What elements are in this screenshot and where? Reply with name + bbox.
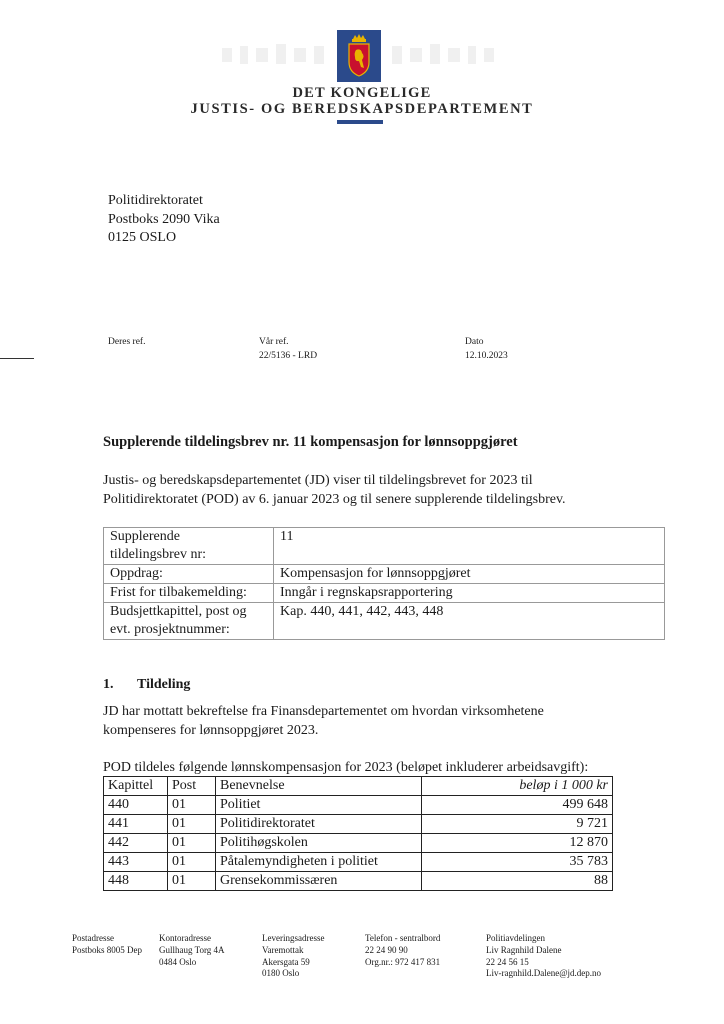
- var-ref-value: 22/5136 - LRD: [259, 350, 318, 361]
- cell-belop: 9 721: [422, 815, 613, 834]
- info-value: 11: [274, 528, 665, 565]
- coat-of-arms-logo: [337, 30, 381, 82]
- cell-benevnelse: Grensekommissæren: [216, 872, 422, 891]
- cell-post: 01: [168, 796, 216, 815]
- cell-belop: 12 870: [422, 834, 613, 853]
- info-value: Kompensasjon for lønnsoppgjøret: [274, 565, 665, 584]
- ministry-name-line1: DET KONGELIGE: [292, 85, 432, 101]
- info-label: Budsjettkapittel, post og evt. prosjektnummer:: [104, 603, 274, 640]
- contact-email: Liv-ragnhild.Dalene@jd.dep.no: [486, 968, 602, 979]
- cell-benevnelse: Politiet: [216, 796, 422, 815]
- table-row: [104, 528, 665, 565]
- cell-post: 01: [168, 853, 216, 872]
- info-label: Frist for tilbakemelding:: [104, 584, 274, 603]
- intro-line: Politidirektoratet (POD) av 6. januar 2023 og til senere supplerende tildelingsbrev.: [103, 492, 566, 507]
- fold-mark: [0, 358, 34, 359]
- section-title: Tildeling: [137, 677, 191, 692]
- letter-title: Supplerende tildelingsbrev nr. 11 kompensasjon for lønnsoppgjøret: [103, 434, 518, 450]
- cell-kapittel: 442: [104, 834, 168, 853]
- cell-kapittel: 448: [104, 872, 168, 891]
- cell-kapittel: 441: [104, 815, 168, 834]
- recipient-line: Postboks 2090 Vika: [108, 211, 220, 227]
- allocation-intro: POD tildeles følgende lønnskompensasjon for 2023 (beløpet inkluderer arbeidsavgift):: [103, 760, 589, 775]
- cell-post: 01: [168, 872, 216, 891]
- paragraph-line: kompenseres for lønnsoppgjøret 2023.: [103, 723, 319, 738]
- table-row: [104, 584, 665, 603]
- cell-benevnelse: Politihøgskolen: [216, 834, 422, 853]
- footer-telefon: Telefon - sentralbord 22 24 90 90 Org.nr.: 972 417 831: [365, 933, 441, 967]
- deres-ref: [108, 336, 145, 350]
- info-value: Kap. 440, 441, 442, 443, 448: [274, 603, 665, 640]
- section-number: 1.: [103, 677, 114, 692]
- paragraph-line: JD har mottatt bekreftelse fra Finansdepartementet om hvordan virksomhetene: [103, 704, 544, 719]
- table-row: [104, 565, 665, 584]
- cell-post: 01: [168, 815, 216, 834]
- table-row: [104, 796, 613, 815]
- table-row: [104, 815, 613, 834]
- cell-belop: 499 648: [422, 796, 613, 815]
- header-decoration-right: [388, 42, 496, 66]
- cell-belop: 35 783: [422, 853, 613, 872]
- info-value: Inngår i regnskapsrapportering: [274, 584, 665, 603]
- footer-avdeling: Politiavdelingen Liv Ragnhild Dalene 22 24 56 15 Liv-ragnhild.Dalene@jd.dep.no: [486, 933, 602, 979]
- section-paragraph: [103, 702, 663, 740]
- footer-kontoradresse: Kontoradresse Gullhaug Torg 4A 0484 Oslo: [159, 933, 225, 967]
- section-heading: [103, 677, 190, 693]
- intro-paragraph: [103, 471, 663, 509]
- date-label: Dato: [465, 337, 484, 347]
- var-ref-label: Vår ref.: [259, 337, 289, 347]
- table-row: [104, 872, 613, 891]
- info-label: Supplerende tildelingsbrev nr:: [104, 528, 274, 565]
- ministry-name-line2: JUSTIS- OG BEREDSKAPSDEPARTEMENT: [190, 101, 534, 117]
- table-row: [104, 853, 613, 872]
- column-header: Kapittel: [104, 777, 168, 796]
- recipient-address: [108, 192, 220, 248]
- footer-postadresse: Postadresse Postboks 8005 Dep: [72, 933, 143, 955]
- intro-line: Justis- og beredskapsdepartementet (JD) viser til tildelingsbrevet for 2023 til: [103, 473, 533, 488]
- recipient-line: Politidirektoratet: [108, 193, 203, 208]
- column-header: beløp i 1 000 kr: [422, 777, 613, 796]
- allocation-table: [103, 776, 613, 891]
- cell-post: 01: [168, 834, 216, 853]
- column-header: Benevnelse: [216, 777, 422, 796]
- table-row: [104, 603, 665, 640]
- date-ref: [465, 336, 508, 363]
- date-value: 12.10.2023: [465, 350, 508, 361]
- var-ref: [259, 336, 317, 363]
- deres-ref-label: Deres ref.: [108, 337, 146, 347]
- brand-accent-line: [337, 120, 383, 124]
- cell-belop: 88: [422, 872, 613, 891]
- table-header-row: [104, 777, 613, 796]
- cell-kapittel: 443: [104, 853, 168, 872]
- header-decoration-left: [222, 42, 330, 66]
- table-row: [104, 834, 613, 853]
- footer-leveringsadresse: Leveringsadresse Varemottak Akersgata 59 0180 Oslo: [262, 933, 325, 979]
- info-table: [103, 527, 665, 640]
- cell-benevnelse: Politidirektoratet: [216, 815, 422, 834]
- cell-benevnelse: Påtalemyndigheten i politiet: [216, 853, 422, 872]
- info-label: Oppdrag:: [104, 565, 274, 584]
- recipient-line: 0125 OSLO: [108, 230, 177, 245]
- cell-kapittel: 440: [104, 796, 168, 815]
- column-header: Post: [168, 777, 216, 796]
